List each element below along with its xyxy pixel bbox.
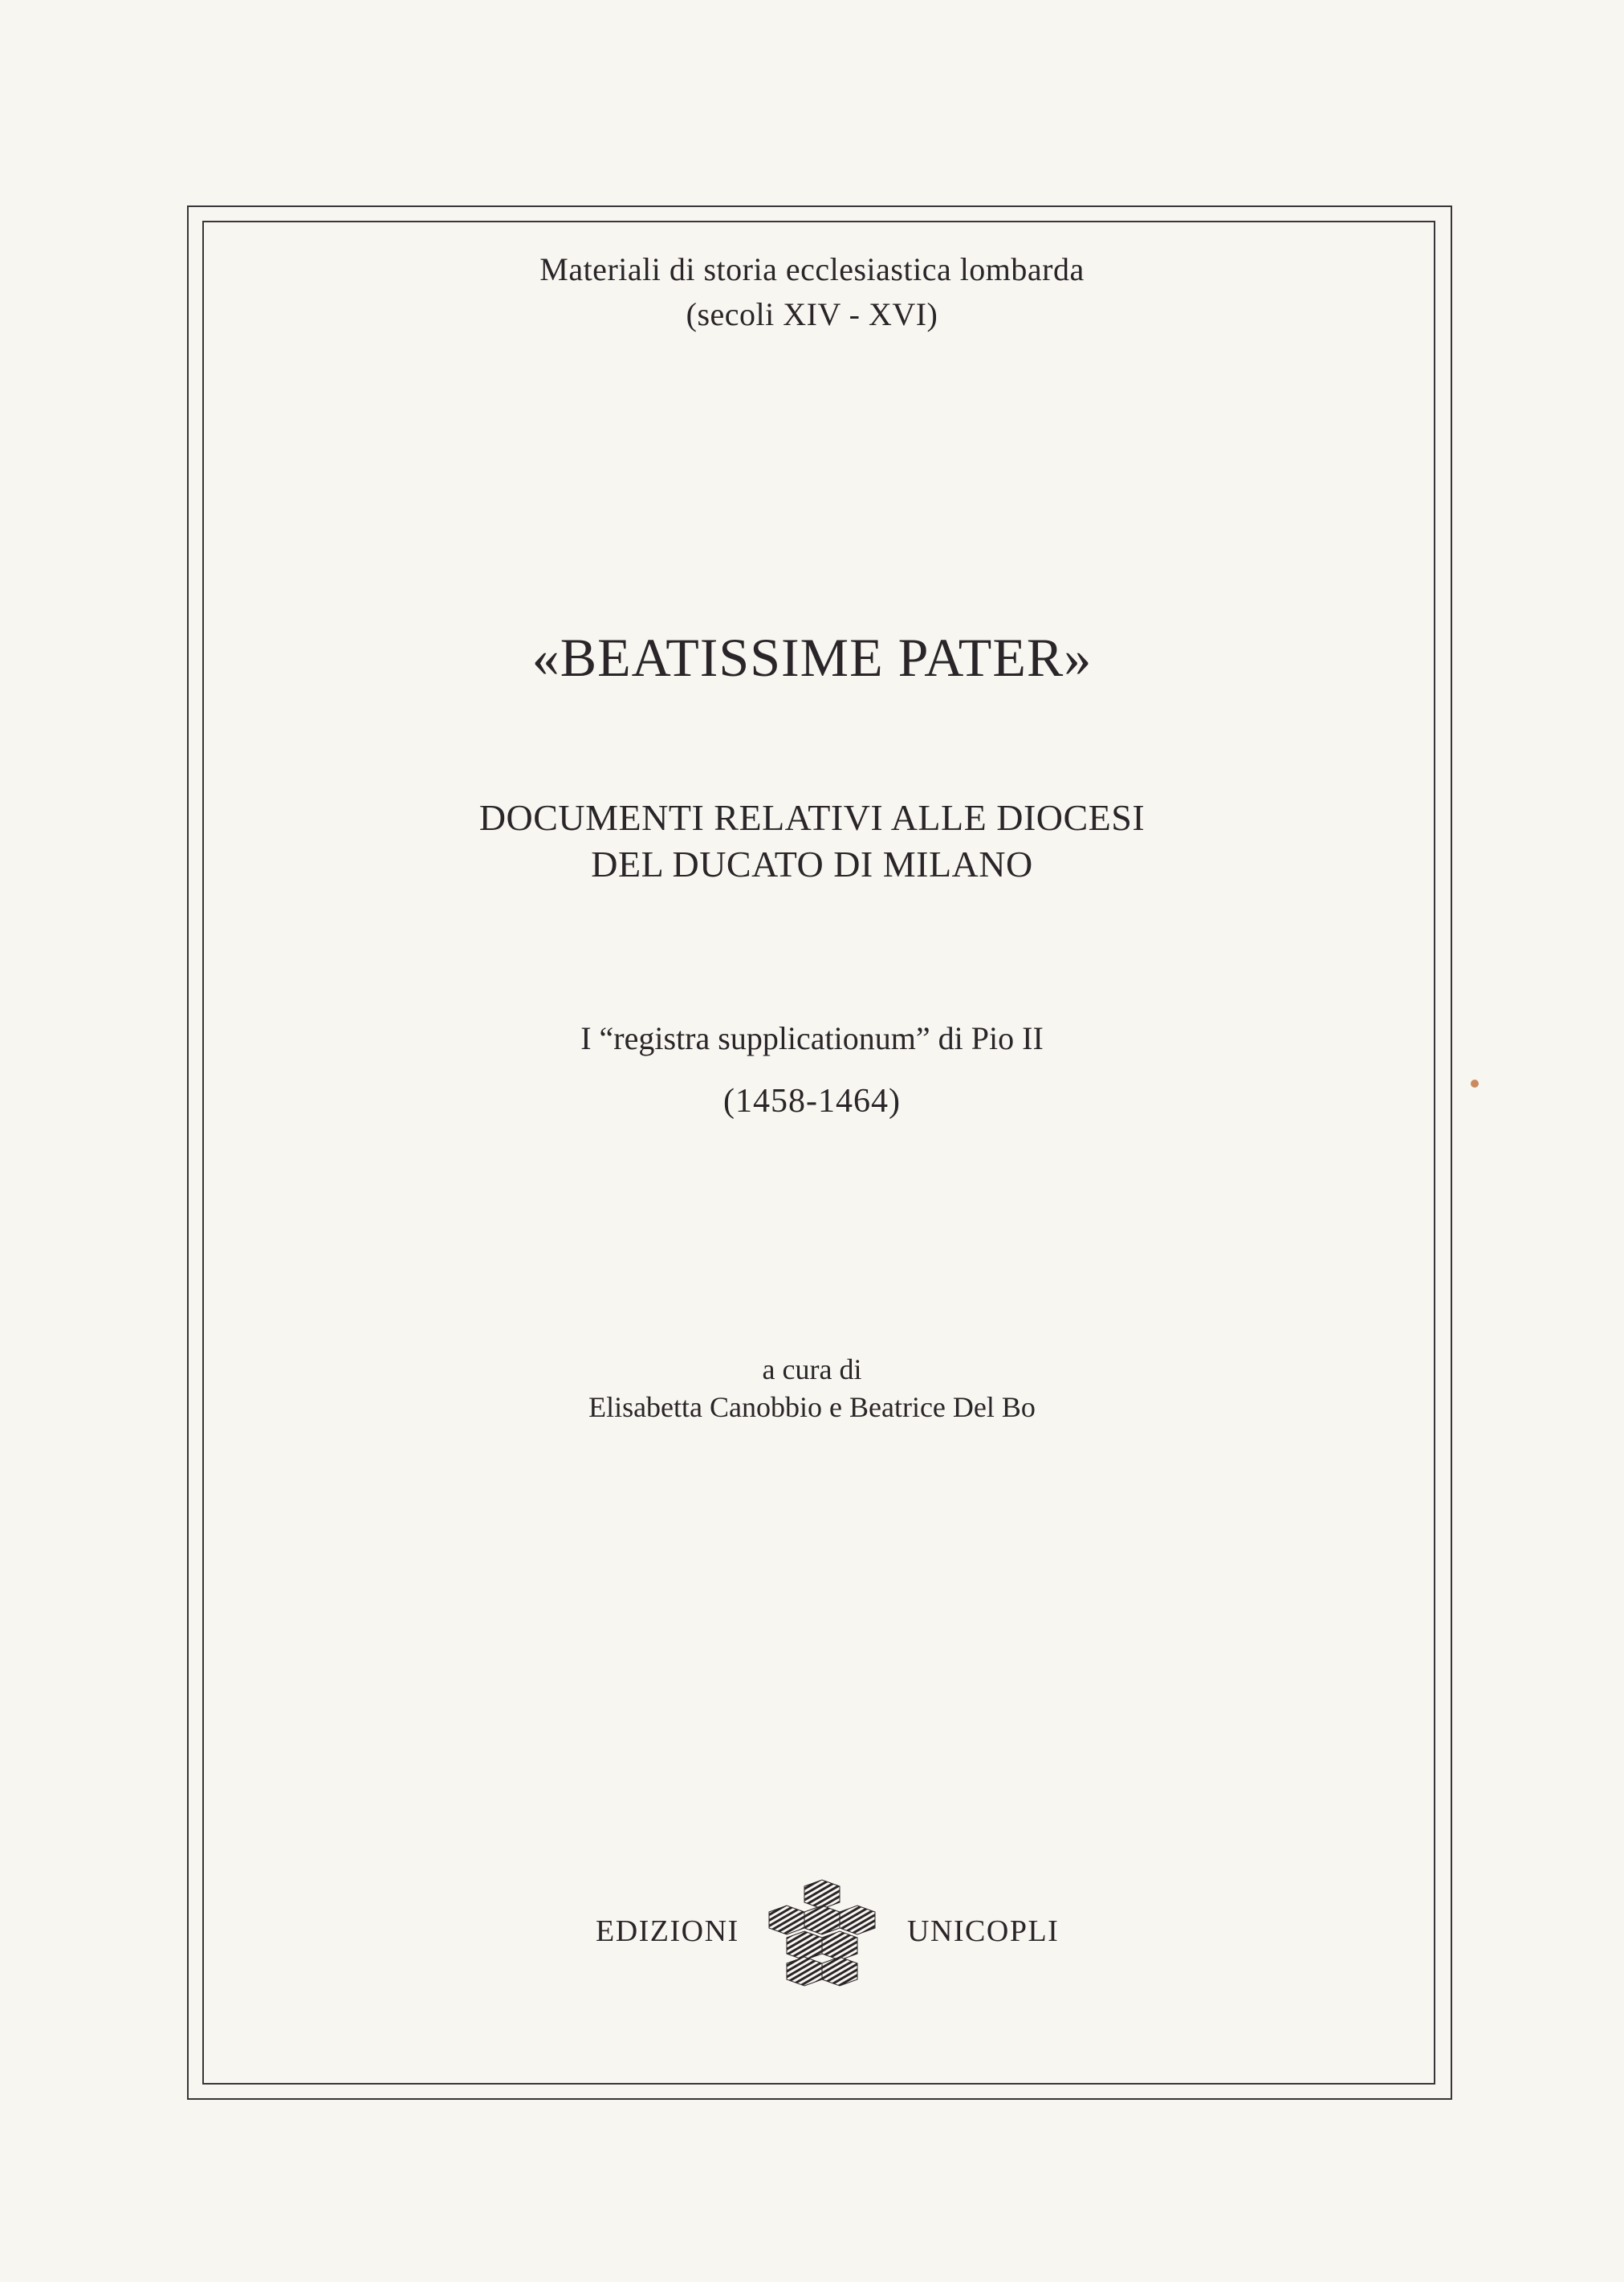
paper-speck [1471,1080,1479,1088]
book-title: «BEATISSIME PATER» [531,627,1093,688]
publisher-name-right: UNICOPLI [907,1914,1060,1948]
hexagon-cluster-logo-icon [763,1878,883,1991]
editors-label: a cura di [762,1353,862,1385]
series-title: Materiali di storia ecclesiastica lombarda [539,251,1085,287]
publisher-name-left: EDIZIONI [596,1914,739,1948]
register-dates: (1458-1464) [723,1083,901,1120]
series-period: (secoli XIV - XVI) [686,296,938,332]
page-border-inner [202,221,1435,2085]
register-description: I “registra supplicationum” di Pio II [580,1020,1044,1056]
book-subtitle-line-2: DEL DUCATO DI MILANO [591,844,1033,885]
book-subtitle-line-1: DOCUMENTI RELATIVI ALLE DIOCESI [478,797,1146,838]
editors-names: Elisabetta Canobbio e Beatrice Del Bo [588,1391,1036,1423]
